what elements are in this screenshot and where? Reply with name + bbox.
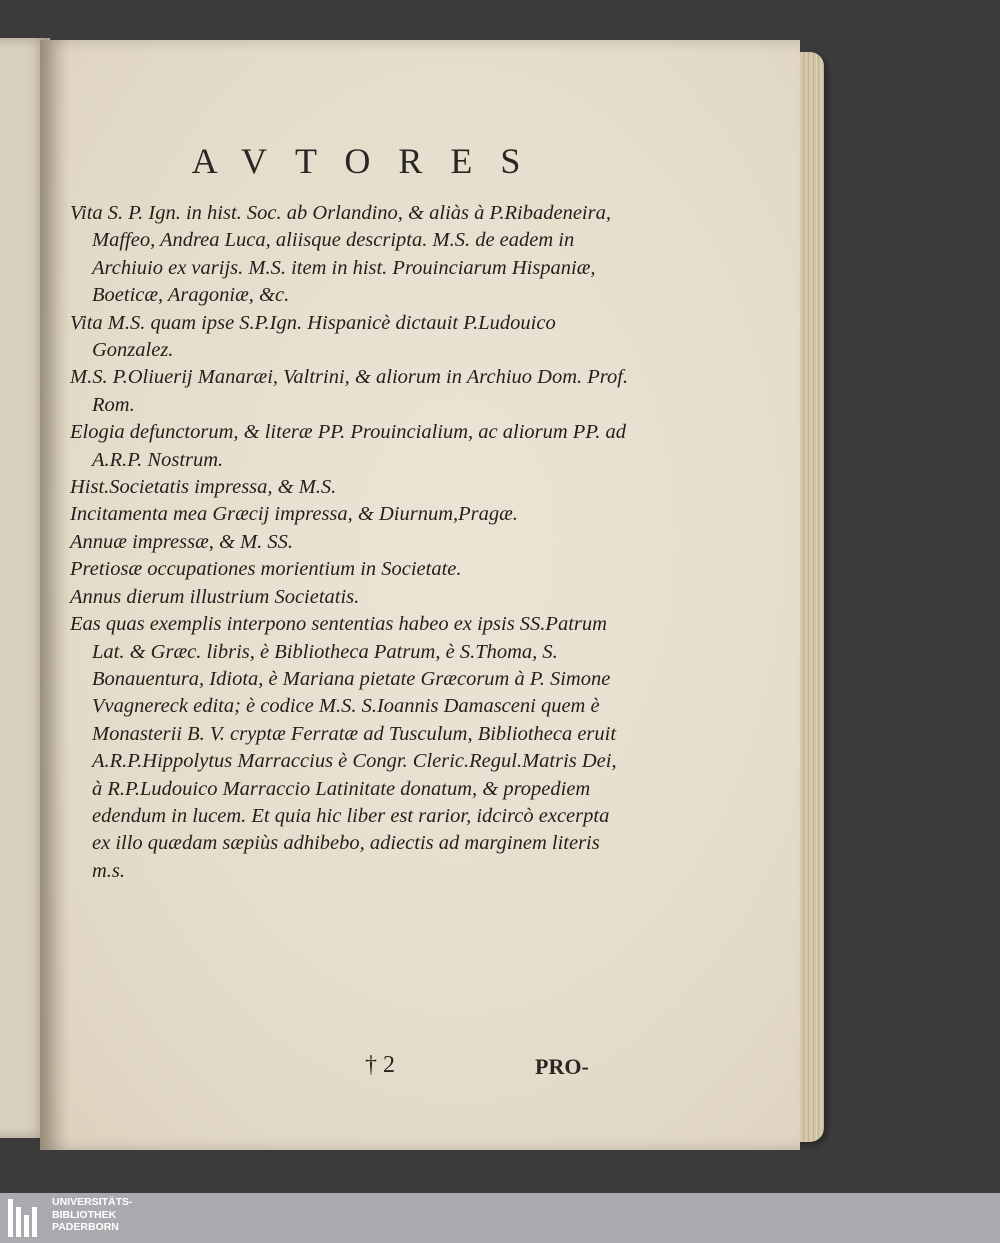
author-entry: Vita S. P. Ign. in hist. Soc. ab Orlandino, & aliàs à P.Ribadeneira, Maffeo, Andrea Luca, aliisque descripta. M.S. de eadem in Archiuio ex varijs. M.S. item in hist. Prouinciarum Hispaniæ, Boeticæ, Aragoniæ, &c. — [70, 202, 611, 307]
page-title: AVTORES — [191, 141, 549, 181]
signature-mark: † 2 — [365, 1052, 395, 1078]
authors-list — [70, 200, 630, 885]
library-name-line: PADERBORN — [52, 1221, 119, 1233]
library-footer — [0, 1193, 1000, 1243]
library-name-line: UNIVERSITÄTS- — [52, 1196, 133, 1208]
author-entry: Annus dierum illustrium Societatis. — [70, 585, 360, 608]
author-entry: Eas quas exemplis interpono sententias habeo ex ipsis SS.Patrum Lat. & Græc. libris, è Bibliotheca Patrum, è S.Thoma, S. Bonauentura, Idiota, è Mariana pietate Græcorum à P. Simone Vvagnereck edita; è codice M.S. S.Ioannis Damasceni quem è Monasterii B. V. cryptæ Ferratæ ad Tusculum, Bibliotheca eruit A.R.P.Hippolytus Marraccius è Congr. Cleric.Regul.Matris Dei, à R.P.Ludouico Marraccio Latinitate donatum, & propediem edendum in lucem. Et quia hic liber est rarior, idcircò excerpta ex illo quædam sæpiùs adhibebo, adiectis ad marginem literis m.s. — [70, 613, 617, 882]
author-entry: Annuæ impressæ, & M. SS. — [70, 530, 294, 553]
author-entry: Vita M.S. quam ipse S.P.Ign. Hispanicè dictauit P.Ludouico Gonzalez. — [70, 311, 556, 362]
author-entry: Pretiosæ occupationes morientium in Societate. — [70, 558, 462, 581]
library-name — [52, 1196, 133, 1234]
author-entry: Incitamenta mea Græcij impressa, & Diurnum,Pragæ. — [70, 503, 518, 526]
catchword: PRO- — [535, 1054, 589, 1079]
author-entry: Elogia defunctorum, & literæ PP. Prouincialium, ac aliorum PP. ad A.R.P. Nostrum. — [70, 421, 626, 471]
library-logo-icon — [8, 1199, 48, 1237]
library-name-line: BIBLIOTHEK — [52, 1208, 117, 1221]
author-entry: Hist.Societatis impressa, & M.S. — [70, 476, 337, 499]
author-entry: M.S. P.Oliuerij Manaræi, Valtrini, & aliorum in Archiuo Dom. Prof. Rom. — [70, 366, 629, 416]
gutter-shadow — [40, 40, 70, 1150]
